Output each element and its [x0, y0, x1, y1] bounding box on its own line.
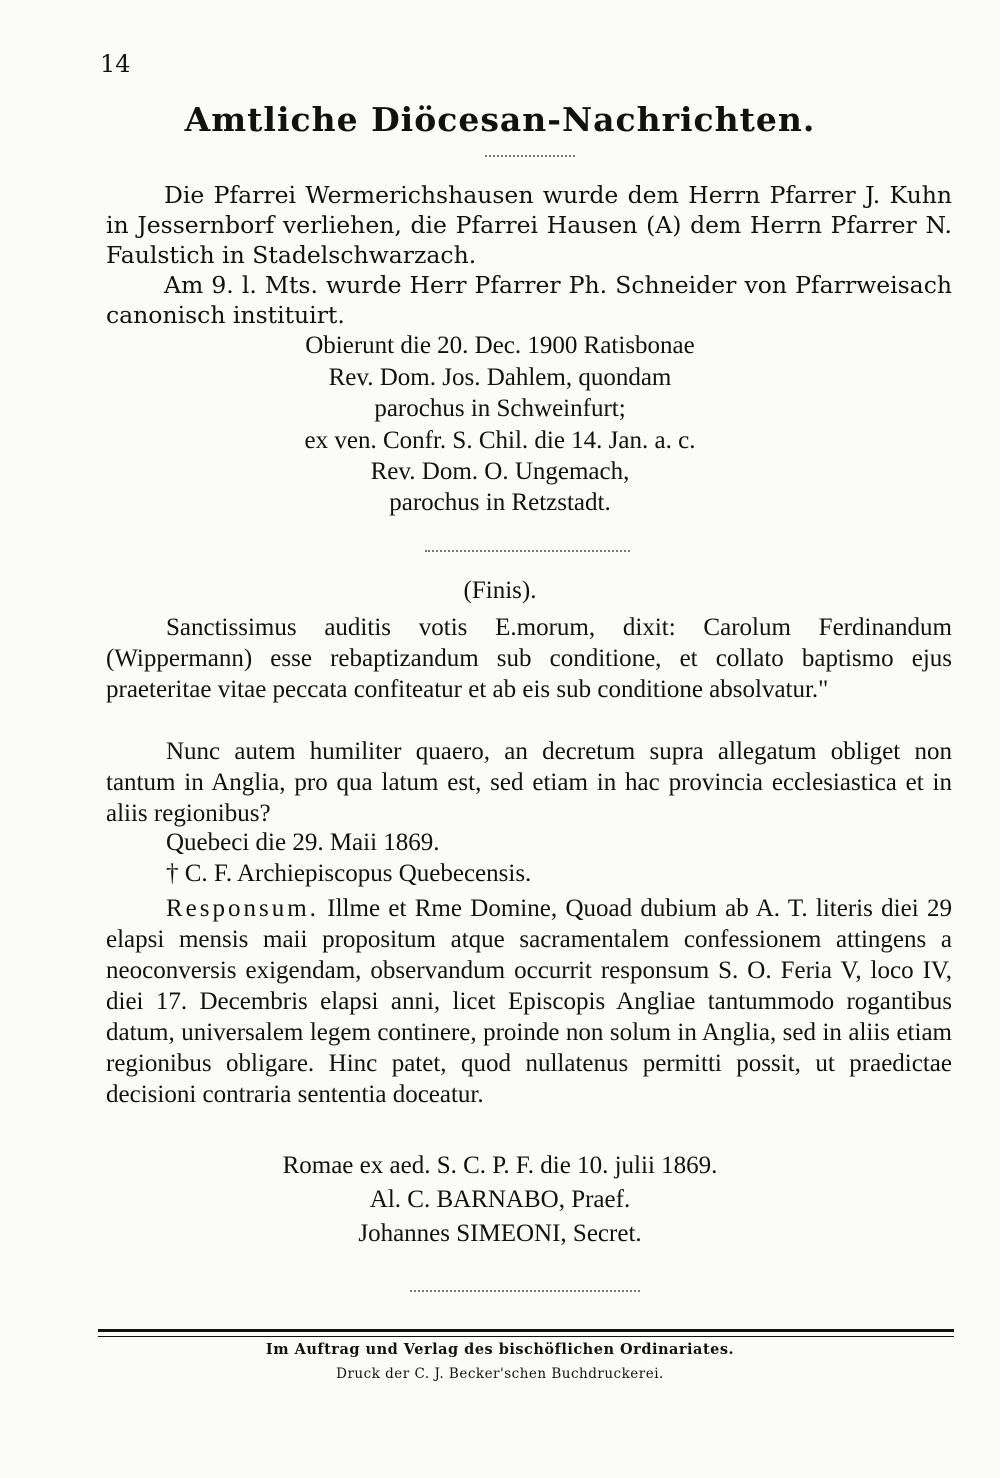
footer-rule-thin [98, 1336, 954, 1337]
latin-date-line: Quebeci die 29. Maii 1869. [166, 829, 440, 856]
responsum-paragraph [106, 893, 952, 1110]
title-divider [485, 155, 575, 157]
obituary-line-1: Obierunt die 20. Dec. 1900 Ratisbonae [305, 332, 695, 359]
german-paragraph-1: Die Pfarrei Wermerichshausen wurde dem Herrn Pfarrer J. Kuhn in Jessernborf verliehen, die Pfarrei Hausen (A) dem Herrn Pfarrer N. Faulstich in Stadelschwarzach. [106, 181, 952, 269]
closing-line-3: Johannes SIMEONI, Secret. [358, 1220, 642, 1247]
obituary-line-5: Rev. Dom. O. Ungemach, [370, 458, 630, 485]
page-title: Amtliche Diöcesan-Nachrichten. [184, 100, 816, 139]
obituary-line-2: Rev. Dom. Jos. Dahlem, quondam [328, 364, 672, 391]
footer-publisher: Im Auftrag und Verlag des bischöflichen Ordinariates. [265, 1341, 735, 1358]
finis-label: (Finis). [463, 577, 537, 604]
responsum-label: Responsum. [166, 895, 319, 922]
closing-line-2: Al. C. BARNABO, Praef. [369, 1186, 631, 1213]
responsum-text: Illme et Rme Domine, Quoad dubium ab A. T. literis diei 29 elapsi mensis maii propositum atque sacramentalem confessionem attingens a neoconversis exigendam, observandum occurrit responsum S. O. Feria V, loco IV, diei 17. Decembris elapsi anni, licet Episcopis Angliae tantummodo rogantibus datum, universalem legem continere, proinde non solum in Anglia, sed in aliis etiam regionibus obligare. Hinc patet, quod nullatenus permitti possit, ut praedictae decisioni contraria sententia doceatur. [106, 895, 952, 1108]
page-number: 14 [100, 50, 131, 78]
latin-paragraph-2: Nunc autem humiliter quaero, an decretum supra allegatum obliget non tantum in Anglia, pro qua latum est, sed etiam in hac provincia ecclesiastica et in aliis regionibus? [106, 738, 952, 827]
obituary-line-4: ex ven. Confr. S. Chil. die 14. Jan. a. c. [304, 427, 696, 454]
german-paragraph-2: Am 9. l. Mts. wurde Herr Pfarrer Ph. Schneider von Pfarrweisach canonisch instituirt. [106, 271, 952, 329]
latin-paragraph-1: Sanctissimus auditis votis E.morum, dixit: Carolum Ferdinandum (Wippermann) esse rebaptizandum sub conditione, et collato baptismo ejus praeteritae vitae peccata confiteatur et ab eis sub conditione absolvatur." [106, 614, 952, 703]
footer-printer: Druck der C. J. Becker'schen Buchdruckerei. [336, 1366, 664, 1382]
obituary-line-3: parochus in Schweinfurt; [374, 395, 626, 422]
latin-signature: † C. F. Archiepiscopus Quebecensis. [166, 860, 532, 887]
closing-line-1: Romae ex aed. S. C. P. F. die 10. julii 1869. [282, 1152, 718, 1179]
closing-divider [410, 1290, 640, 1292]
footer-rule-thick [98, 1329, 954, 1332]
section-divider [425, 550, 630, 552]
obituary-line-6: parochus in Retzstadt. [389, 489, 611, 516]
